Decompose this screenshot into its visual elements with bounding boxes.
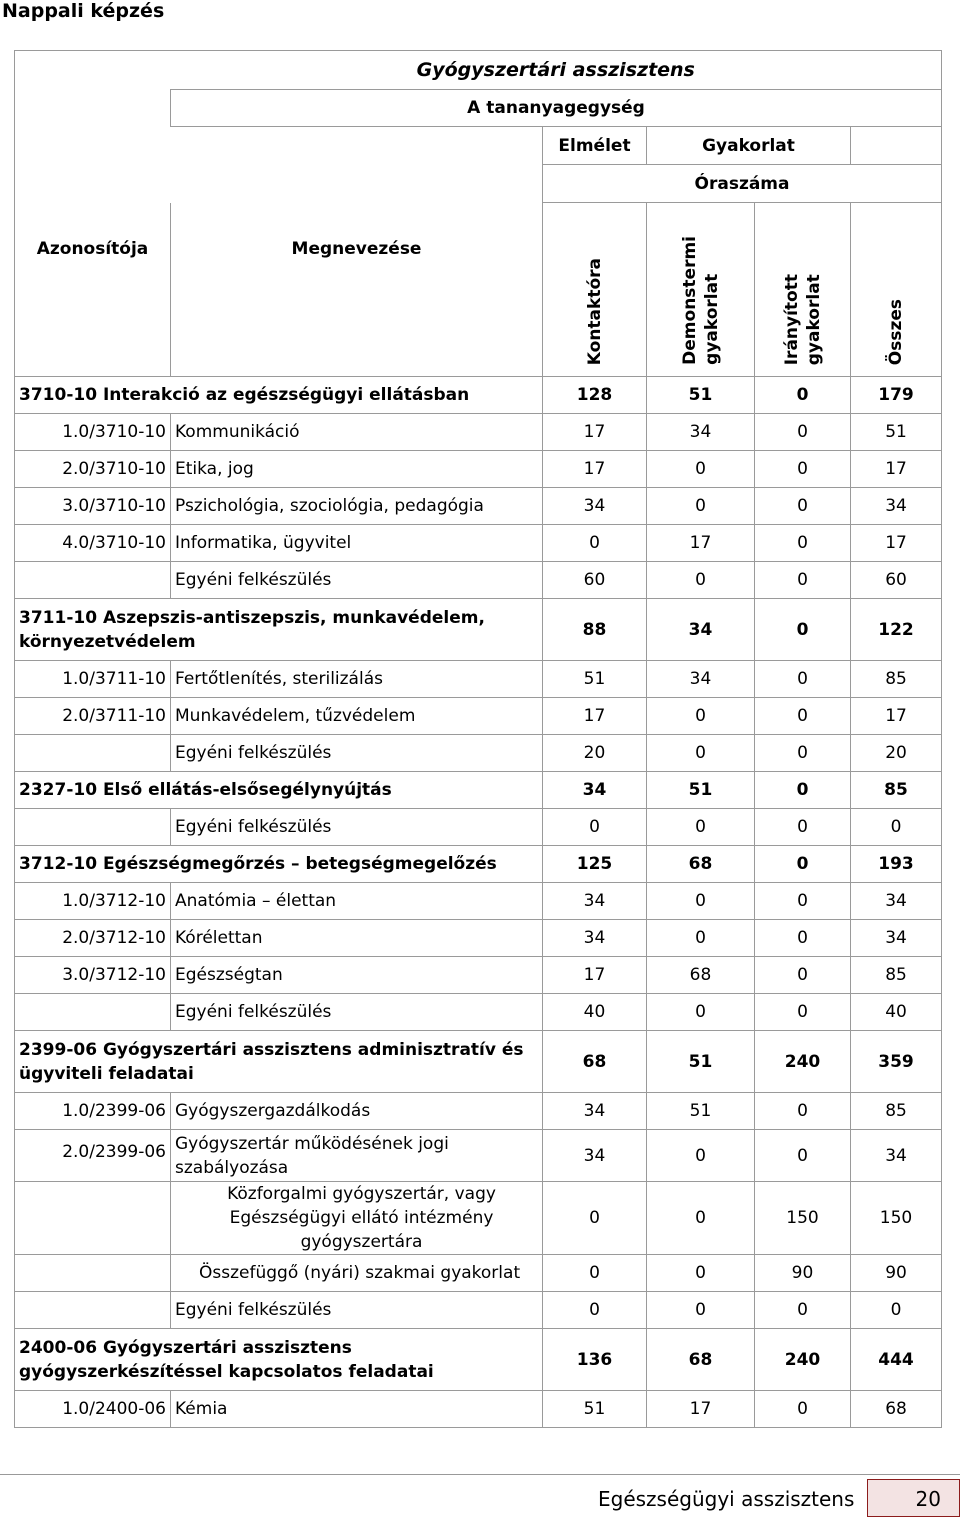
demo-practice-hours: 0 [647, 562, 755, 599]
contact-hours: 0 [543, 1182, 647, 1255]
contact-hours: 40 [543, 994, 647, 1031]
total-hours: 17 [851, 698, 942, 735]
total-hours: 90 [851, 1255, 942, 1292]
contact-hours: 17 [543, 698, 647, 735]
demo-practice-hours: 0 [647, 809, 755, 846]
table-row [15, 488, 942, 525]
total-hours: 85 [851, 957, 942, 994]
contact-hours: 20 [543, 735, 647, 772]
contact-hours: 125 [543, 846, 647, 883]
guided-practice-hours: 0 [755, 772, 851, 809]
total-hours: 359 [851, 1031, 942, 1093]
id-column-header: Azonosítója [15, 203, 171, 377]
table-row [15, 920, 942, 957]
total-hours: 85 [851, 772, 942, 809]
unit-name: Egyéni felkészülés [171, 809, 543, 846]
table-row [15, 1093, 942, 1130]
total-hours: 34 [851, 488, 942, 525]
unit-name: Etika, jog [171, 451, 543, 488]
unit-name: Egyéni felkészülés [171, 1292, 543, 1329]
contact-hours: 88 [543, 599, 647, 661]
practice-header: Gyakorlat [647, 127, 851, 165]
guided-practice-hours: 0 [755, 809, 851, 846]
unit-name: Gyógyszergazdálkodás [171, 1093, 543, 1130]
page-title: Nappali képzés [2, 0, 165, 22]
demo-practice-hours: 34 [647, 661, 755, 698]
name-column-header: Megnevezése [171, 203, 543, 377]
unit-id: 4.0/3710-10 [15, 525, 171, 562]
unit-name: Egyéni felkészülés [171, 562, 543, 599]
contact-hours-header: Kontaktóra [543, 203, 647, 377]
demo-practice-hours: 0 [647, 698, 755, 735]
contact-hours: 0 [543, 525, 647, 562]
unit-name: Informatika, ügyvitel [171, 525, 543, 562]
guided-practice-hours: 0 [755, 957, 851, 994]
guided-practice-header: Irányított gyakorlat [755, 203, 851, 377]
unit-name: Pszichológia, szociológia, pedagógia [171, 488, 543, 525]
contact-hours: 17 [543, 451, 647, 488]
guided-practice-hours: 90 [755, 1255, 851, 1292]
unit-id: 1.0/3712-10 [15, 883, 171, 920]
total-hours: 60 [851, 562, 942, 599]
demo-practice-hours: 0 [647, 920, 755, 957]
unit-id [15, 809, 171, 846]
table-row [15, 451, 942, 488]
module-title: 3710-10 Interakció az egészségügyi ellátásban [15, 377, 543, 414]
contact-hours: 34 [543, 920, 647, 957]
guided-practice-hours: 0 [755, 698, 851, 735]
total-hours: 20 [851, 735, 942, 772]
demo-practice-hours: 51 [647, 772, 755, 809]
unit-id: 2.0/3711-10 [15, 698, 171, 735]
contact-hours: 17 [543, 414, 647, 451]
contact-hours: 51 [543, 661, 647, 698]
unit-name: Kórélettan [171, 920, 543, 957]
unit-name: Anatómia – élettan [171, 883, 543, 920]
contact-hours: 34 [543, 1130, 647, 1182]
guided-practice-hours: 0 [755, 1391, 851, 1428]
unit-id: 1.0/3710-10 [15, 414, 171, 451]
guided-practice-hours: 0 [755, 735, 851, 772]
unit-name: Kommunikáció [171, 414, 543, 451]
footer-divider [0, 1474, 960, 1475]
demo-practice-hours: 0 [647, 1292, 755, 1329]
demo-practice-hours: 51 [647, 1093, 755, 1130]
curriculum-table [14, 50, 942, 1428]
module-title: 2327-10 Első ellátás-elsősegélynyújtás [15, 772, 543, 809]
unit-name: Egészségtan [171, 957, 543, 994]
guided-practice-hours: 0 [755, 377, 851, 414]
table-row [15, 994, 942, 1031]
total-hours: 17 [851, 451, 942, 488]
guided-practice-hours: 0 [755, 525, 851, 562]
contact-hours: 51 [543, 1391, 647, 1428]
unit-id [15, 994, 171, 1031]
guided-practice-hours: 0 [755, 920, 851, 957]
demo-practice-hours: 51 [647, 377, 755, 414]
module-row [15, 1329, 942, 1391]
demo-practice-hours: 0 [647, 735, 755, 772]
contact-hours: 34 [543, 883, 647, 920]
demo-practice-hours: 68 [647, 957, 755, 994]
page-number-box [867, 1479, 960, 1517]
module-row [15, 377, 942, 414]
total-hours: 150 [851, 1182, 942, 1255]
demo-practice-hours: 0 [647, 994, 755, 1031]
total-hours: 34 [851, 1130, 942, 1182]
table-row [15, 1255, 942, 1292]
total-hours: 0 [851, 1292, 942, 1329]
table-row [15, 1292, 942, 1329]
footer-label: Egészségügyi asszisztens [598, 1487, 855, 1511]
contact-hours: 0 [543, 809, 647, 846]
unit-name: Kémia [171, 1391, 543, 1428]
contact-hours: 0 [543, 1292, 647, 1329]
contact-hours: 34 [543, 1093, 647, 1130]
unit-id: 1.0/3711-10 [15, 661, 171, 698]
guided-practice-hours: 0 [755, 661, 851, 698]
contact-hours: 34 [543, 772, 647, 809]
table-row [15, 661, 942, 698]
unit-id: 2.0/2399-06 [15, 1130, 171, 1182]
module-row [15, 846, 942, 883]
total-hours: 179 [851, 377, 942, 414]
guided-practice-hours: 0 [755, 599, 851, 661]
contact-hours: 68 [543, 1031, 647, 1093]
total-hours: 444 [851, 1329, 942, 1391]
guided-practice-hours: 0 [755, 562, 851, 599]
table-row [15, 414, 942, 451]
unit-name: Összefüggő (nyári) szakmai gyakorlat [171, 1255, 543, 1292]
demo-practice-hours: 0 [647, 883, 755, 920]
table-row [15, 883, 942, 920]
demo-practice-hours: 0 [647, 488, 755, 525]
demo-practice-hours: 34 [647, 599, 755, 661]
demo-practice-hours: 0 [647, 1255, 755, 1292]
contact-hours: 0 [543, 1255, 647, 1292]
module-row [15, 599, 942, 661]
unit-id [15, 1182, 171, 1255]
program-title: Gyógyszertári asszisztens [171, 51, 942, 90]
unit-name: Egyéni felkészülés [171, 735, 543, 772]
demo-practice-hours: 68 [647, 1329, 755, 1391]
table-row [15, 735, 942, 772]
unit-name: Egyéni felkészülés [171, 994, 543, 1031]
total-hours: 193 [851, 846, 942, 883]
demo-practice-hours: 17 [647, 525, 755, 562]
unit-name: Közforgalmi gyógyszertár, vagy Egészségügyi ellátó intézmény gyógyszertára [171, 1182, 543, 1255]
module-title: 3711-10 Aszepszis-antiszepszis, munkavédelem, környezetvédelem [15, 599, 543, 661]
unit-name: Fertőtlenítés, sterilizálás [171, 661, 543, 698]
total-hours: 85 [851, 1093, 942, 1130]
unit-id [15, 1292, 171, 1329]
total-hours: 122 [851, 599, 942, 661]
hours-header: Óraszáma [543, 165, 942, 203]
guided-practice-hours: 0 [755, 994, 851, 1031]
guided-practice-hours: 240 [755, 1329, 851, 1391]
guided-practice-hours: 0 [755, 488, 851, 525]
guided-practice-hours: 150 [755, 1182, 851, 1255]
demo-practice-hours: 34 [647, 414, 755, 451]
table-row [15, 1130, 942, 1182]
demo-practice-hours: 0 [647, 1130, 755, 1182]
module-title: 2399-06 Gyógyszertári asszisztens adminisztratív és ügyviteli feladatai [15, 1031, 543, 1093]
unit-id [15, 562, 171, 599]
demo-practice-hours: 0 [647, 1182, 755, 1255]
total-hours: 68 [851, 1391, 942, 1428]
module-row [15, 772, 942, 809]
guided-practice-hours: 0 [755, 414, 851, 451]
unit-id: 3.0/3710-10 [15, 488, 171, 525]
table-row [15, 957, 942, 994]
guided-practice-hours: 0 [755, 883, 851, 920]
total-hours: 34 [851, 920, 942, 957]
theory-header: Elmélet [543, 127, 647, 165]
unit-id: 2.0/3710-10 [15, 451, 171, 488]
module-title: 2400-06 Gyógyszertári asszisztens gyógyszerkészítéssel kapcsolatos feladatai [15, 1329, 543, 1391]
unit-id [15, 1255, 171, 1292]
contact-hours: 128 [543, 377, 647, 414]
unit-header: A tananyagegység [171, 90, 942, 127]
unit-id [15, 735, 171, 772]
unit-id: 2.0/3712-10 [15, 920, 171, 957]
total-hours: 0 [851, 809, 942, 846]
module-title: 3712-10 Egészségmegőrzés – betegségmegelőzés [15, 846, 543, 883]
contact-hours: 60 [543, 562, 647, 599]
contact-hours: 136 [543, 1329, 647, 1391]
module-row [15, 1031, 942, 1093]
unit-name: Gyógyszertár működésének jogi szabályozása [171, 1130, 543, 1182]
unit-id: 3.0/3712-10 [15, 957, 171, 994]
demo-practice-hours: 68 [647, 846, 755, 883]
contact-hours: 34 [543, 488, 647, 525]
demo-practice-header: Demonstermi gyakorlat [647, 203, 755, 377]
unit-name: Munkavédelem, tűzvédelem [171, 698, 543, 735]
demo-practice-hours: 0 [647, 451, 755, 488]
guided-practice-hours: 240 [755, 1031, 851, 1093]
table-row [15, 525, 942, 562]
demo-practice-hours: 17 [647, 1391, 755, 1428]
total-hours: 51 [851, 414, 942, 451]
table-row [15, 809, 942, 846]
guided-practice-hours: 0 [755, 846, 851, 883]
guided-practice-hours: 0 [755, 1093, 851, 1130]
total-hours: 17 [851, 525, 942, 562]
guided-practice-hours: 0 [755, 1292, 851, 1329]
total-hours: 40 [851, 994, 942, 1031]
demo-practice-hours: 51 [647, 1031, 755, 1093]
total-hours: 85 [851, 661, 942, 698]
table-row [15, 562, 942, 599]
unit-id: 1.0/2399-06 [15, 1093, 171, 1130]
table-row [15, 698, 942, 735]
guided-practice-hours: 0 [755, 451, 851, 488]
contact-hours: 17 [543, 957, 647, 994]
unit-id: 1.0/2400-06 [15, 1391, 171, 1428]
page-number: 20 [915, 1487, 941, 1511]
table-row [15, 1391, 942, 1428]
total-header: Összes [851, 203, 942, 377]
table-row [15, 1182, 942, 1255]
total-hours: 34 [851, 883, 942, 920]
guided-practice-hours: 0 [755, 1130, 851, 1182]
